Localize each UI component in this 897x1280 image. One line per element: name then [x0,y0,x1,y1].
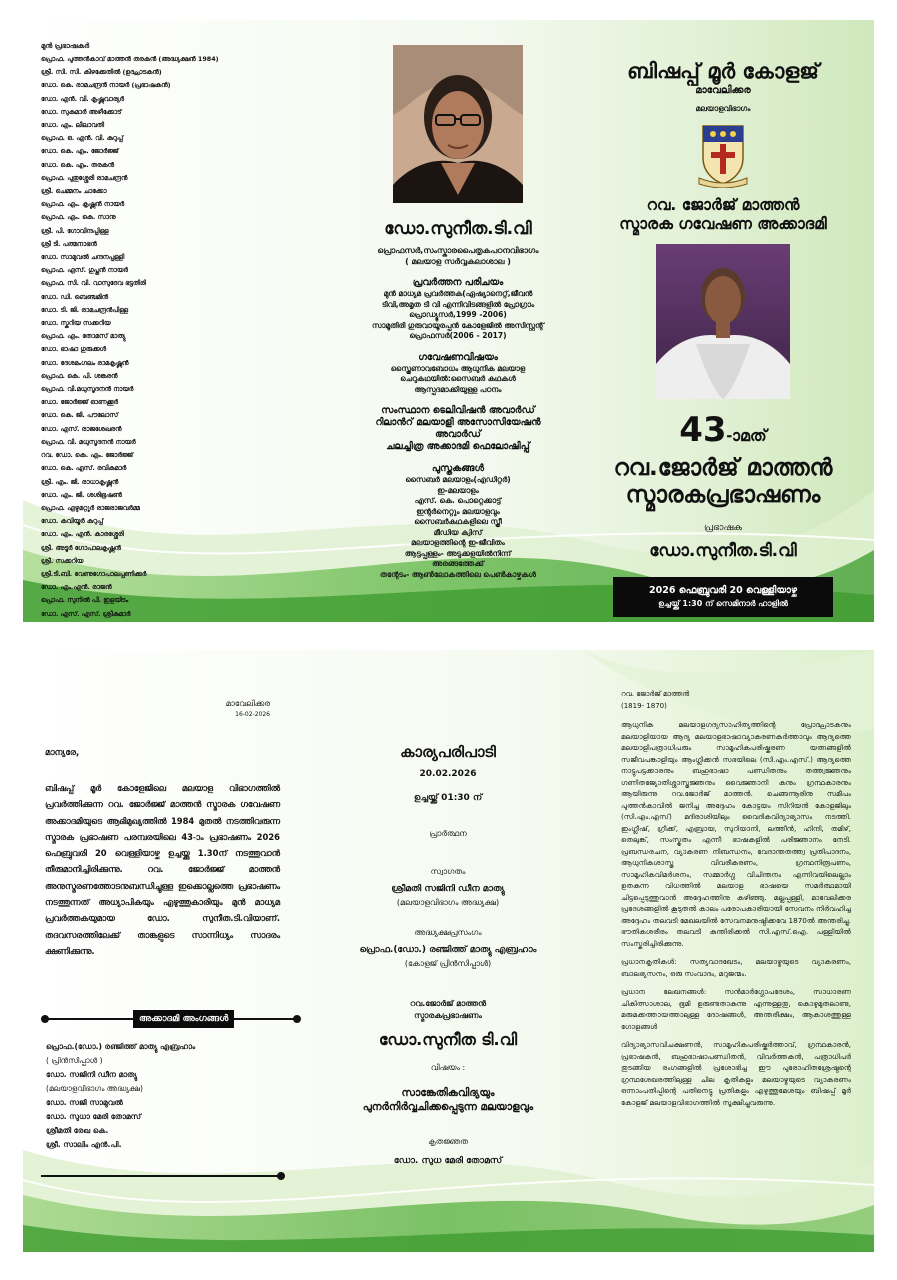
programme-date: 20.02.2026 [419,769,477,779]
award-line: റിലാൻറ് മലയാളി അസോസിയേഷൻ [375,417,541,428]
list-item: ഡോ. കെ. ജി. പൗലോസ് [41,411,119,420]
former-speakers-list [41,40,251,621]
list-item: ഡോ. സാമുവൽ ചന്ദനപ്പള്ളി [41,253,125,262]
bio-paragraph: പ്രധാന ലേഖനങ്ങൾ: സൻമാർഗ്ഗോപദേശം, സാധാരണ ചികിത്സാശാല, ഭൂമി ഉരുണ്ടതാകുന്നു എന്നുള്ളതു, കൊഴുമുതലാണ്ട, മരുമക്കത്തായത്താലുള്ള ദോഷങ്ങൾ, അന്തരീക്ഷം, ആകാശത്തുള്ള ഗോളങ്ങൾ [621,987,851,1031]
list-item: പ്രൊഫ. എസ്. ഗുപ്തൻ നായർ [41,266,128,275]
member-name: ശ്രീമതി രേഖ കെ. [46,1126,109,1135]
book-item: തന്റേടം- ആൺലോകത്തിലെ പെൺകാഴ്ചകൾ [380,569,536,579]
list-item: ഡോ. കെ. എസ്. രവികുമാർ [41,464,127,473]
brochure-outer-sheet [23,20,874,622]
former-speakers-heading: മുൻ പ്രഭാഷകർ [41,42,90,50]
list-item: പ്രൊഫ. സുനിൽ പി. ഇളയിടം [41,596,129,605]
list-item: ഡോ. എസ്. എസ്. ശ്രീകുമാർ [41,609,131,618]
list-item: പ്രൊഫ. കെ. പി. ശങ്കരൻ [41,371,118,380]
list-item: ശ്രീ. എം. ജി. രാധാകൃഷ്ണൻ [41,477,119,486]
bio-paragraph: പ്രധാനകൃതികൾ: സത്യവാദഖേടം, മലയാഴ്മയുടെ വ്യാകരണം, ബാലഭ്യസനം, ഒരു സംവാദം, മറുജന്മം. [621,957,851,978]
list-item: ഡോ. എൻ. വി. കൃഷ്ണവാര്യർ [41,94,125,103]
member-name: ഡോ. സജിനി ഡീന മാത്യു [46,1070,137,1079]
lecture-title-line-2: സ്മാരകപ്രഭാഷണം [625,482,821,508]
member-name: ഡോ. സുധാ മേരി തോമസ് [46,1112,142,1121]
section-line: പ്രൊഡ്യൂസർ,1999 -2006) [409,310,507,319]
academy-name-line-2: സ്മാരക ഗവേഷണ അക്കാദമി [619,215,827,233]
lecture-line-1: റവ.ജോർജ് മാത്തൻ [409,999,487,1008]
college-name: ബിഷപ്പ് മൂർ കോളജ് [627,59,819,83]
list-item: ശ്രീ. ചെമ്മനം ചാക്കോ [41,187,107,196]
list-item: ഡോ. ഡി. ബെഞ്ചമിൻ [41,292,108,301]
bio-years: (1819- 1870) [621,702,667,710]
list-item: പ്രൊഫ. എം. കൃഷ്ണൻ നായർ [41,200,125,209]
section-line: സാമൂതിരി ഗുരുവായൂരപ്പൻ കോളേജിൽ അസിസ്റ്റന്റ് [372,320,544,330]
award-line: അവാർഡ് [435,429,481,440]
event-date: 2026 ഫെബ്രുവരി 20 വെള്ളിയാഴ്ച [649,585,797,596]
welcome-label: സ്വാഗതം [430,867,466,876]
speaker-name: ഡോ.സുനീത.ടി.വി [384,219,532,239]
book-item: സൈബർകഥകളിലെ സ്ത്രീ [414,517,502,526]
speaker-profile [333,45,583,580]
programme-schedule [313,742,583,1168]
divider-dot [41,1015,49,1023]
topic-line-1: സാങ്കേതികവിദ്യയും [401,1087,495,1099]
lecture-speaker: ഡോ.സുനീത ടി.വി [378,1030,518,1049]
divider-dot [293,1015,301,1023]
presidential-label: അദ്ധ്യക്ഷപ്രസംഗം [414,928,482,937]
list-item: ഡോ. എം.എൻ. രാജൻ [41,583,112,592]
book-item: സൈബർ മലയാളം(എഡിറ്റർ) [405,475,511,484]
book-item: മീഡിയ ക്വിസ് [433,527,483,537]
section-line: ടിവി,അമൃത ടി വി എന്നിവിടങ്ങളിൽ പ്രോഗ്രാം [381,299,535,309]
list-item: ശ്രീ. അടൂർ ഗോപാലകൃഷ്ണൻ [41,543,121,552]
george-mathan-portrait [656,244,790,399]
book-item: ആട്ടപ്പള്ളം- അടുക്കളയിൽനിന്ന് [404,548,512,558]
presenter-label: പ്രഭാഷക [704,523,742,533]
section-heading: പുസ്തകങ്ങൾ [431,463,485,474]
book-item: അരങ്ങത്തേക്ക് [432,559,484,568]
divider-dot [277,1172,285,1180]
programme-time: ഉച്ചയ്ക്ക് 01:30 ന് [413,793,483,803]
list-item: ശ്രീ. സക്കറിയ [41,556,84,565]
list-item: ഡോ. എം. എൻ. കാരശ്ശേരി [41,530,124,539]
invitation-letter [45,698,280,959]
event-date-box [613,577,833,617]
letter-body: ബിഷപ്പ് മൂർ കോളേജിലെ മലയാള വിഭാഗത്തിൽ പ്രവർത്തിക്കുന്ന റവ. ജോർജ്ജ് മാത്തൻ സ്മാരക ഗവേഷണ അക്കാദമിയുടെ ആഭിമുഖ്യത്തിൽ 1984 മുതൽ നടത്തിവരുന്ന സ്മാരക പ്രഭാഷണ പരമ്പരയിലെ 43-ാം പ്രഭാഷണം 2026 ഫെബ്രുവരി 20 വെള്ളിയാഴ്ച ഉച്ചയ്ക്കു 1.30ന് നടത്തുവാൻ തീരുമാനിച്ചിരിക്കുന്നു. റവ. ജോർജ്ജ് മാത്തൻ അനുസ്മരണത്തോടനുബന്ധിച്ചുള്ള ഇക്കൊല്ലത്തെ പ്രഭാഷണം നടത്തുന്നത് അധ്യാപികയും എഴുത്തുകാരിയും മുൻ മാധ്യമ പ്രവർത്തകയുമായ ഡോ. സുനീത.ടി.വിയാണ്. തദവസരത്തിലേക്ക് താങ്കളുടെ സാന്നിധ്യം സാദരം ക്ഷണിക്കുന്നു. [45,783,280,956]
list-item: ശ്രീ. പി. ഗോവിന്ദപ്പിള്ള [41,226,109,235]
list-item: ശ്രീ ടി. പത്മനാഭൻ [41,239,97,248]
thanks-name: ഡോ. സുധ മേരി തോമസ് [393,1156,503,1166]
list-item: ഡോ. കെ. എം. തരകൻ [41,160,115,169]
speaker-designation: പ്രൊഫസർ,സംസ്കാരപൈതൃകപഠനവിഭാഗം [377,246,539,255]
section-line: പ്രൊഫസർ(2006 - 2017) [409,331,507,340]
list-item: ഡോ. കെ. എം. ജോർജ്ജ് [41,147,119,156]
presenter-name: ഡോ.സുനീത.ടി.വി [649,541,797,561]
list-item: ഡോ. ടി. ജി. രാമചന്ദ്രൻപിള്ള [41,305,128,314]
list-item: ഡോ. സ്കറിയ സക്കറിയ [41,319,111,328]
book-item: ഇ-മലയാളം [437,485,479,495]
ordinal-number: 43 [679,410,727,450]
bio-name: റവ. ജോർജ് മാത്തൻ [621,690,690,698]
member-name: പ്രൊഫ.(ഡോ.) രഞ്ജിത്ത് മാത്യു എബ്രഹാം [46,1042,196,1051]
brochure-inner-sheet [23,650,874,1252]
academy-name-line-1: റവ. ജോർജ് മാത്തൻ [646,196,800,214]
list-item: പ്രൊഫ. എഴുമറ്റൂർ രാജരാജവർമ്മ [41,503,140,512]
list-item: ഡോ. എം. ലീലാവതി [41,121,104,130]
lecture-ordinal [588,411,858,455]
member-role: (മലയാളവിഭാഗം അദ്ധ്യക്ഷ) [46,1084,143,1093]
list-item: പ്രൊഫ. വി. മധുസൂദനൻ നായർ [41,437,136,446]
section-line: ചെറുകഥയിൽ:സൈബർ കഥകൾ [400,374,516,383]
ordinal-suffix: -ാമത് [726,426,767,445]
department-name: മലയാളവിഭാഗം [695,104,751,113]
academy-members-heading-bar [43,1010,299,1026]
letter-salutation: മാന്യരേ, [45,748,80,758]
list-item: പ്രൊഫ. പുതുശ്ശേരി രാമചന്ദ്രൻ [41,173,128,182]
speaker-photo [393,45,523,203]
presidential-name: പ്രൊഫ.(ഡോ.) രഞ്ജിത്ത് മാത്യു എബ്രഹാം [359,945,537,955]
section-heading: ഗവേഷണവിഷയം [418,351,498,363]
section-heading: പ്രവർത്തന പരിചയം [412,277,504,288]
list-item: ഡോ. സുകുമാർ അഴീക്കോട് [41,107,122,116]
list-item: ഡോ. കവിയൂർ കുറുപ്പ് [41,517,104,526]
list-item: പ്രൊഫ. സി. വി. വാസുദേവ ഭട്ടതിരി [41,279,146,288]
list-item: ഡോ. ജോർജ്ജ് ഓണക്കൂർ [41,398,118,407]
speaker-university: ( മലയാള സർവ്വകലാശാല ) [405,257,511,266]
list-item: ശ്രീ. സി. സി. കിഴക്കേതിൽ (ഉദ്ഘാടകൻ) [41,68,162,77]
presidential-role: (കോളജ് പ്രിൻസിപ്പാൾ) [404,959,492,968]
bio-paragraph: വിദ്യാഭ്യാസവിചക്ഷണൻ, സാമൂഹികപരിഷ്കർത്താവ്, ഗ്രന്ഥകാരൻ, പ്രഭാഷകൻ, ബഹുഭാഷാപണ്ഡിതൻ, വിവർത്തകൻ, പത്രാധിപർ തുടങ്ങിയ രംഗങ്ങളിൽ പ്രശോഭിച്ച ഈ പുരോഹിതശ്രേഷ്ഠന്റെ ഗ്രന്ഥശേഖരത്തിലുള്ള ചില കൃതികളും മലയാഴ്മയുടെ വ്യാകരണം ഒന്നാംപതിപ്പിന്റെ പതിനെട്ടു പ്രതികളും എഴുത്തുമേശയും ബിഷപ്പ് മൂർ കോളജ് മലയാളവിഭാഗത്തിൽ സൂക്ഷിച്ചുവരുന്നു. [621,1040,851,1107]
divider [41,1175,281,1177]
section-line: സ്ത്രൈണാവബോധം ആധുനിക മലയാള [390,363,526,373]
academy-members-list [46,1040,276,1152]
list-item: പ്രൊഫ. വി.മധുസൂദനൻ നായർ [41,385,134,394]
award-heading: സംസ്ഥാന ടെലിവിഷൻ അവാർഡ് [381,405,535,416]
thanks-label: കൃതജ്ഞത [428,1137,468,1146]
list-item: പ്രൊഫ. പുത്തൻകാവ് മാത്തൻ തരകൻ (അദ്ധ്യക്ഷൻ 1984) [41,55,219,63]
college-emblem-icon [697,122,749,188]
book-item: ഇന്റർനെറ്റും മലയാളവും [416,506,500,516]
list-item: ഡോ. എസ്. രാജശേഖരൻ [41,424,122,433]
programme-title: കാര്യപരിപാടി [400,743,496,761]
book-item: മലയാളത്തിന്റെ ഇ-ജീവിതം [411,538,505,547]
letter-date: 16-02-2026 [235,711,270,718]
list-item: പ്രൊഫ. ഒ. എൻ. വി. കുറുപ്പ് [41,134,124,143]
lecture-line-2: സ്മാരകപ്രഭാഷണം [414,1011,482,1020]
topic-label: വിഷയം : [430,1063,466,1072]
member-name: ഡോ. സജി സാമുവൽ [46,1098,123,1107]
college-place: മാവേലിക്കര [695,85,751,96]
welcome-role: (മലയാളവിഭാഗം അദ്ധ്യക്ഷ) [396,898,500,907]
book-item: എസ്. കെ. പൊറ്റെക്കാട്ട് [414,496,502,505]
welcome-name: ശ്രീമതി സജിനി ഡീന മാത്യു [391,884,505,894]
bio-paragraph: ആധുനിക മലയാളഗദ്യസാഹിത്യത്തിന്റെ പ്രോദ്ഘാടകനും മലയാളിയായ ആദ്യ മലയാളഭാഷാവ്യാകരണകർത്താവും ആദ്യത്തെ മലയാളിപത്രാധിപരും സാമൂഹികപരിഷ്കരണ യത്നങ്ങളിൽ സജീവപങ്കാളിയും ആംഗ്ലിക്കൻ സഭയിലെ (സി.എം.എസ്.) ആദ്യത്തെ നാട്ടുപട്ടക്കാരനും ബഹുഭാഷാ പണ്ഡിതനും തത്ത്വജ്ഞനും ഗണിതജ്യോതിശ്ശാസ്ത്രജ്ഞനും വൈജ്ഞാനി കനും ഗ്രന്ഥകാരനും ആയിരുന്നു റവ.ജോർജ് മാത്തൻ. ചെങ്ങന്നൂരിനു സമീപം പുത്തൻകാവിൽ ജനിച്ച അദ്ദേഹം കോട്ടയം സിറിയൻ കോളജിലും (സി.എം.എസ്) മദിരാശിയിലും വൈദികവിദ്യാഭ്യാസം നടത്തി. ഇംഗ്ലീഷ്, ഗ്രീക്ക്, എബ്രായ, സുറിയാനി, ലത്തീൻ, ഹിന്ദി, തമിഴ്, തെലുങ്ക്, സംസ്കൃതം എന്നീ ഭാഷകളിൽ പരിജ്ഞാനം നേടി. പ്രബന്ധരചന, വ്യാകരണ നിബന്ധനം, വേദാന്തതത്ത്വ പ്രതിപാദനം, ആധുനികശാസ്ത്ര വിവരീകരണം, ഗ്രന്ഥനിരൂപണം, സാമൂഹികവിമർശനം, സമ്മാർഗ്ഗ വിചിന്തനം എന്നിവയിലെല്ലാം ഉതകുന്ന വിധത്തിൽ മലയാള ഭാഷയെ സമർത്ഥമായി ചിട്ടപ്പെടുത്തുവാൻ അദ്ദേഹത്തിനു കഴിഞ്ഞു. മല്ലപ്പള്ളി, മാവേലിക്കര പ്രദേശങ്ങളിൽ കൂടുതൽ കാലം പരോപകാരിയായി സേവനം നിർവഹിച്ച അദ്ദേഹം തലവടി മേഖലയിൽ സേവനമനുഷ്ഠിക്കവേ 1870ൽ അന്തരിച്ചു. ഭൗതികശരീരം തലവടി കുന്തിരിക്കൽ സി.എസ്.ഐ. പള്ളിയിൽ സംസ്കരിച്ചിരിക്കുന്നു. [621,720,851,948]
letter-place: മാവേലിക്കര [225,699,270,708]
list-item: ശ്രീ.ടി.ബി. വേണുഗോപാലപ്പണിക്കർ [41,569,147,578]
list-item: പ്രൊഫ. എം. തോമസ് മാത്യു [41,332,126,341]
lecture-title-line-1: റവ.ജോർജ് മാത്തൻ [613,455,833,481]
list-item: ഡോ. കെ. രാമചന്ദ്രൻ നായർ (പ്രഭാഷകൻ) [41,81,171,90]
prayer-item: പ്രാർത്ഥന [429,829,467,838]
academy-members-heading: അക്കാദമി അംഗങ്ങൾ [133,1010,234,1028]
section-line: മുൻ മാധ്യമ പ്രവർത്തക(ഏഷ്യാനെറ്റ്,ജീവൻ [383,289,533,298]
member-name: ശ്രീ. സാലിം എൻ.പി. [46,1140,122,1149]
list-item: ഡോ. എം. ജി. ശശിഭൂഷൺ [41,490,122,499]
member-role: ( പ്രിൻസിപ്പാൾ ) [46,1056,103,1065]
section-line: ആസ്പദമാക്കിയുള്ള പഠനം [414,384,502,394]
cover-panel [588,58,858,617]
award-line: ചലച്ചിത്ര അക്കാദമി ഫെലോഷിപ്പ് [386,441,530,452]
event-time-venue: ഉച്ചയ്ക്ക് 1:30 ന് സെമിനാർ ഹാളിൽ [658,599,788,608]
list-item: പ്രൊഫ. എം. കെ. സാനു [41,213,116,222]
topic-line-2: പുനർനിർവ്വചിക്കപ്പെടുന്ന മലയാളവും [362,1101,534,1113]
list-item: ഡോ. ദേശമംഗലം രാമകൃഷ്ണൻ [41,358,129,367]
george-mathan-biography [621,688,851,1108]
list-item: റവ. ഡോ. കെ. എം. ജോർജ്ജ് [41,451,133,460]
list-item: ഡോ. ഭാഷാ ഗുരുക്കൾ [41,345,107,354]
